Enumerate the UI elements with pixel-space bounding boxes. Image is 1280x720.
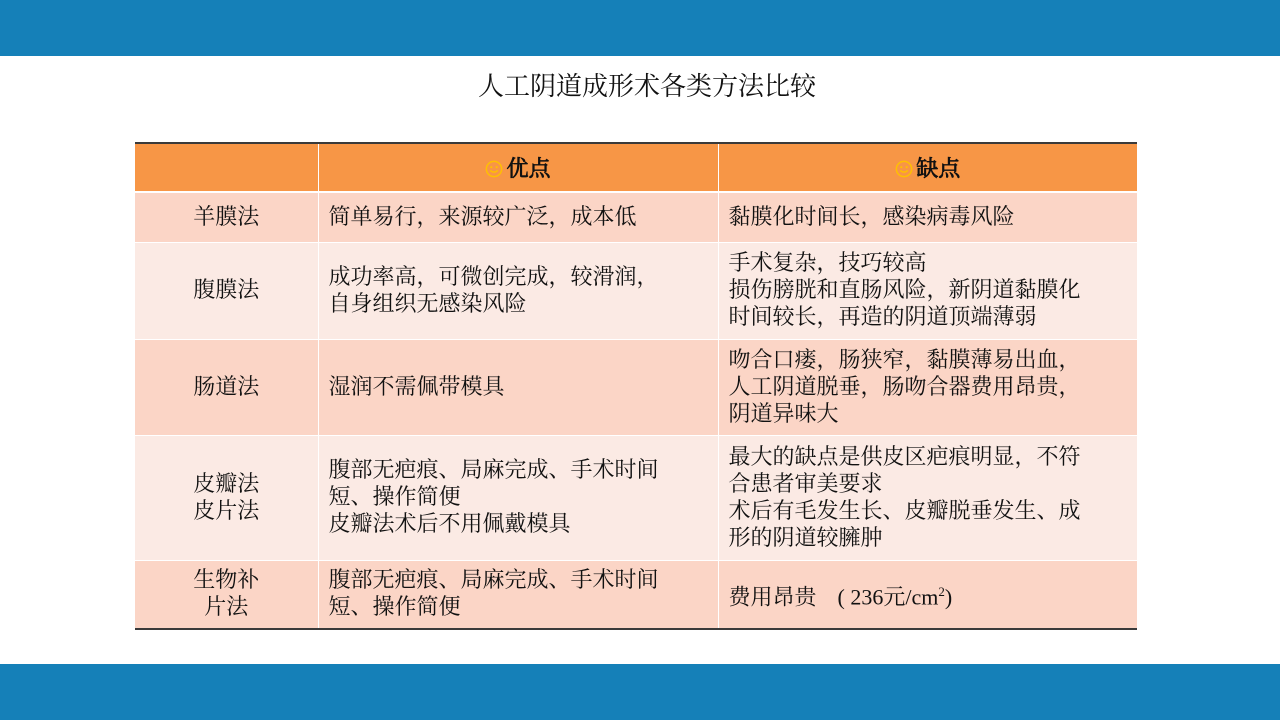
header-row (135, 143, 1137, 192)
method-cell (135, 435, 318, 560)
method-line: 腹膜法 (193, 278, 260, 303)
method-cell (135, 339, 318, 435)
method-line: 片法 (204, 595, 249, 621)
cons-cell (718, 435, 1137, 560)
table-row (135, 560, 1137, 629)
cons-line: 合患者审美要求 (728, 471, 883, 497)
method-cell (135, 560, 318, 629)
pros-line: 自身组织无感染风险 (328, 291, 527, 317)
method-line: 生物补 (193, 568, 260, 594)
cons-line: 手术复杂，技巧较高 (728, 251, 927, 276)
table-row (135, 192, 1137, 242)
pros-line: 短、操作简便 (328, 485, 461, 510)
cons-cell (718, 192, 1137, 242)
comparison-table (135, 142, 1137, 630)
cost-text: ( 236元/cm (837, 583, 939, 609)
smiley-icon (485, 160, 503, 178)
method-cell (135, 192, 318, 242)
pros-cell (318, 192, 718, 242)
cons-cell (718, 242, 1137, 339)
top-banner (0, 0, 1280, 56)
cons-main-text: 费用昂贵 (728, 584, 817, 610)
pros-line: 湿润不需佩带模具 (328, 374, 505, 400)
cons-line: 形的阴道较臃肿 (728, 525, 883, 551)
pros-cell (318, 339, 718, 435)
pros-line: 简单易行，来源较广泛，成本低 (328, 204, 637, 230)
cons-line: 阴道异味大 (728, 401, 839, 427)
pros-cell (318, 242, 718, 339)
cons-line (729, 578, 1128, 611)
cons-cell (718, 339, 1137, 435)
bottom-banner (0, 664, 1280, 720)
cons-line: 时间较长，再造的阴道顶端薄弱 (728, 305, 1037, 330)
pros-line: 短、操作简便 (328, 595, 461, 621)
pros-line: 成功率高，可微创完成，较滑润， (328, 264, 659, 290)
pros-cell (318, 560, 718, 629)
method-line: 羊膜法 (193, 204, 260, 230)
header-cons-label: 缺点 (916, 157, 961, 182)
cons-line: 人工阴道脱垂，肠吻合器费用昂贵， (728, 374, 1081, 400)
pros-line: 腹部无疤痕、局麻完成、手术时间 (328, 568, 659, 594)
cost-superscript: 2 (938, 583, 945, 599)
method-line: 皮片法 (193, 498, 260, 524)
cost-close-paren: ) (944, 583, 953, 609)
table-row (135, 339, 1137, 435)
slide-title: 人工阴道成形术各类方法比较 (477, 72, 816, 102)
method-cell (135, 242, 318, 339)
cons-line: 黏膜化时间长，感染病毒风险 (728, 204, 1015, 230)
header-method (135, 143, 318, 192)
pros-line: 皮瓣法术后不用佩戴模具 (328, 512, 571, 537)
cons-line: 最大的缺点是供皮区疤痕明显，不符 (728, 444, 1081, 470)
table-row (135, 242, 1137, 339)
cons-line: 损伤膀胱和直肠风险，新阴道黏膜化 (728, 278, 1081, 303)
cons-line: 吻合口瘘，肠狭窄，黏膜薄易出血， (728, 347, 1081, 373)
header-pros (318, 143, 718, 192)
pros-line: 腹部无疤痕、局麻完成、手术时间 (328, 458, 659, 483)
method-line: 皮瓣法 (193, 471, 260, 497)
smiley-icon (895, 160, 913, 178)
header-pros-label: 优点 (506, 157, 551, 182)
table-row (135, 435, 1137, 560)
method-line: 肠道法 (193, 374, 260, 400)
header-cons (718, 143, 1137, 192)
cons-line: 术后有毛发生长、皮瓣脱垂发生、成 (728, 498, 1081, 524)
pros-cell (318, 435, 718, 560)
cons-cell (718, 560, 1137, 629)
